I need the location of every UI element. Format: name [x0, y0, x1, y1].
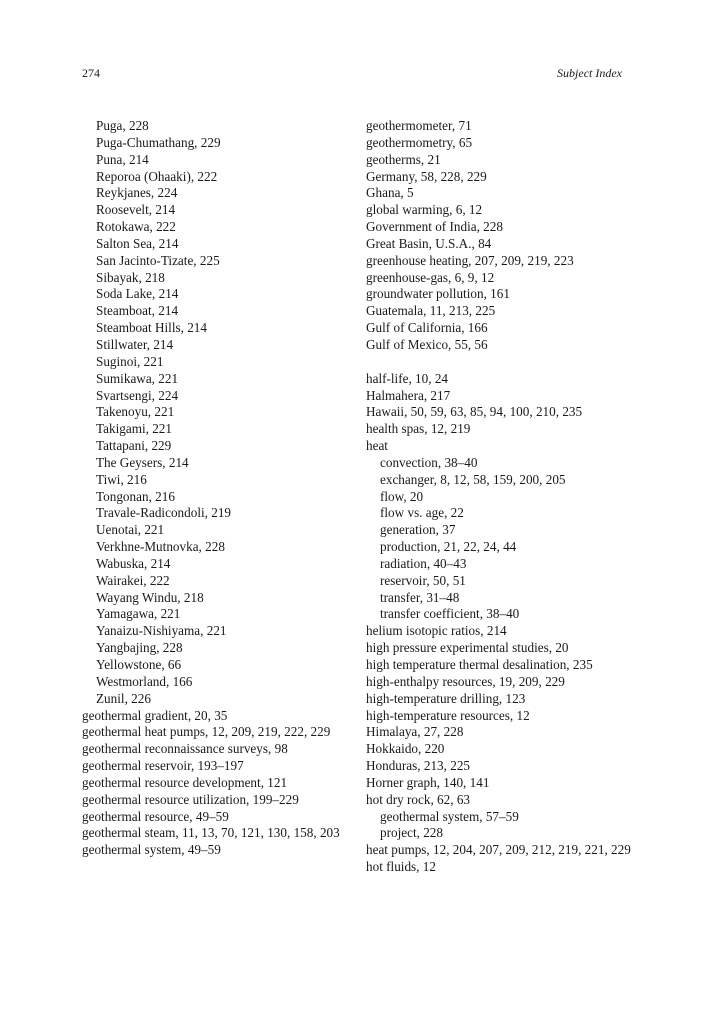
index-entry: hot fluids, 12: [366, 859, 436, 875]
index-subentry: Yellowstone, 66: [96, 657, 182, 672]
index-entry: geothermal heat pumps, 12, 209, 219, 222, 229: [82, 724, 331, 740]
index-subentry: Sibayak, 218: [96, 269, 165, 285]
index-subentry: Tongonan, 216: [96, 488, 175, 504]
index-subentry: Zunil, 226: [96, 690, 151, 706]
index-subentry: Yanaizu-Nishiyama, 221: [96, 623, 227, 639]
index-subentry: generation, 37: [380, 522, 456, 538]
index-subentry: The Geysers, 214: [96, 454, 189, 470]
index-subentry: Westmorland, 166: [96, 673, 193, 689]
index-entry: hot dry rock, 62, 63: [366, 791, 471, 807]
index-entry: groundwater pollution, 161: [366, 286, 510, 302]
index-subentry: San Jacinto-Tizate, 225: [96, 252, 220, 268]
section-gap: [366, 354, 634, 371]
index-entry: Himalaya, 27, 228: [366, 724, 464, 740]
index-subentry: flow vs. age, 22: [380, 505, 464, 521]
index-entry: Gulf of California, 166: [366, 320, 488, 336]
index-subentry: Wairakei, 222: [96, 572, 170, 588]
index-entry: geothermal system, 49–59: [82, 842, 221, 858]
index-entry: geothermometer, 71: [366, 118, 472, 133]
index-entry: geothermal resource development, 121: [82, 774, 288, 790]
index-entry: geothermal resource, 49–59: [82, 808, 229, 824]
index-subentry: Rotokawa, 222: [96, 219, 176, 235]
index-subentry: Wayang Windu, 218: [96, 589, 204, 605]
index-subentry: transfer, 31–48: [380, 589, 460, 605]
index-entry: Germany, 58, 228, 229: [366, 168, 487, 184]
index-subentry: Salton Sea, 214: [96, 235, 179, 251]
index-subentry: Reporoa (Ohaaki), 222: [96, 168, 218, 184]
index-entry: Guatemala, 11, 213, 225: [366, 303, 496, 319]
index-subentry: Yamagawa, 221: [96, 606, 181, 622]
index-entry: high temperature thermal desalination, 235: [366, 657, 593, 672]
index-subentry: convection, 38–40: [380, 454, 478, 470]
index-subentry: Tattapani, 229: [96, 438, 172, 454]
index-subentry: Puna, 214: [96, 151, 149, 167]
index-subentry: geothermal system, 57–59: [380, 808, 519, 824]
index-entry: geothermometry, 65: [366, 134, 473, 150]
index-subentry: Takigami, 221: [96, 421, 172, 437]
index-subentry: Tiwi, 216: [96, 471, 147, 487]
index-entry: helium isotopic ratios, 214: [366, 623, 507, 639]
index-column-left: [82, 118, 344, 859]
index-entry: high pressure experimental studies, 20: [366, 640, 569, 656]
index-subentry: Reykjanes, 224: [96, 185, 178, 201]
index-entry: heat: [366, 438, 388, 454]
index-subentry: radiation, 40–43: [380, 555, 467, 571]
index-subentry: Verkhne-Mutnovka, 228: [96, 539, 225, 555]
index-entry: high-enthalpy resources, 19, 209, 229: [366, 673, 565, 689]
index-entry: geothermal gradient, 20, 35: [82, 707, 228, 723]
index-subentry: Suginoi, 221: [96, 353, 164, 369]
index-column-right: [366, 118, 634, 876]
index-subentry: Uenotai, 221: [96, 522, 165, 538]
index-entry: Halmahera, 217: [366, 387, 451, 403]
index-entry: Great Basin, U.S.A., 84: [366, 235, 492, 251]
page-header: [82, 66, 622, 82]
index-subentry: Puga, 228: [96, 118, 149, 133]
index-entry: geotherms, 21: [366, 151, 441, 167]
index-entry: high-temperature resources, 12: [366, 707, 530, 723]
index-subentry: Svartsengi, 224: [96, 387, 179, 403]
index-subentry: Yangbajing, 228: [96, 640, 183, 656]
index-subentry: Puga-Chumathang, 229: [96, 134, 221, 150]
index-entry: geothermal steam, 11, 13, 70, 121, 130, 158, 203: [82, 825, 340, 841]
index-entry: Ghana, 5: [366, 185, 414, 201]
index-entry: Hawaii, 50, 59, 63, 85, 94, 100, 210, 235: [366, 404, 583, 420]
index-subentry: flow, 20: [380, 488, 424, 504]
index-entry: Gulf of Mexico, 55, 56: [366, 336, 488, 352]
index-entry: Horner graph, 140, 141: [366, 774, 490, 790]
index-subentry: Steamboat Hills, 214: [96, 320, 207, 336]
index-entry: greenhouse heating, 207, 209, 219, 223: [366, 252, 574, 268]
index-entry: greenhouse-gas, 6, 9, 12: [366, 269, 495, 285]
index-entry: geothermal resource utilization, 199–229: [82, 791, 299, 807]
index-entry: high-temperature drilling, 123: [366, 690, 526, 706]
index-entry: Honduras, 213, 225: [366, 758, 471, 774]
index-subentry: Travale-Radicondoli, 219: [96, 505, 232, 521]
page-number: 274: [82, 66, 100, 80]
index-entry: Hokkaido, 220: [366, 741, 445, 757]
index-subentry: production, 21, 22, 24, 44: [380, 539, 517, 555]
index-entry: heat pumps, 12, 204, 207, 209, 212, 219, 221, 229: [366, 842, 631, 858]
index-subentry: exchanger, 8, 12, 58, 159, 200, 205: [380, 471, 566, 487]
index-entry: half-life, 10, 24: [366, 370, 449, 386]
index-entry: geothermal reconnaissance surveys, 98: [82, 741, 288, 757]
index-entry: global warming, 6, 12: [366, 202, 483, 218]
index-subentry: Steamboat, 214: [96, 303, 179, 319]
index-subentry: Sumikawa, 221: [96, 370, 179, 386]
index-subentry: project, 228: [380, 825, 443, 841]
index-subentry: Wabuska, 214: [96, 555, 171, 571]
index-entry: geothermal reservoir, 193–197: [82, 758, 244, 774]
index-entry: Government of India, 228: [366, 219, 503, 235]
index-subentry: transfer coefficient, 38–40: [380, 606, 520, 622]
running-title: Subject Index: [557, 66, 622, 80]
index-subentry: Stillwater, 214: [96, 336, 174, 352]
index-subentry: Takenoyu, 221: [96, 404, 175, 420]
index-subentry: Roosevelt, 214: [96, 202, 176, 218]
index-entry: health spas, 12, 219: [366, 421, 471, 437]
index-subentry: reservoir, 50, 51: [380, 572, 466, 588]
index-subentry: Soda Lake, 214: [96, 286, 179, 302]
